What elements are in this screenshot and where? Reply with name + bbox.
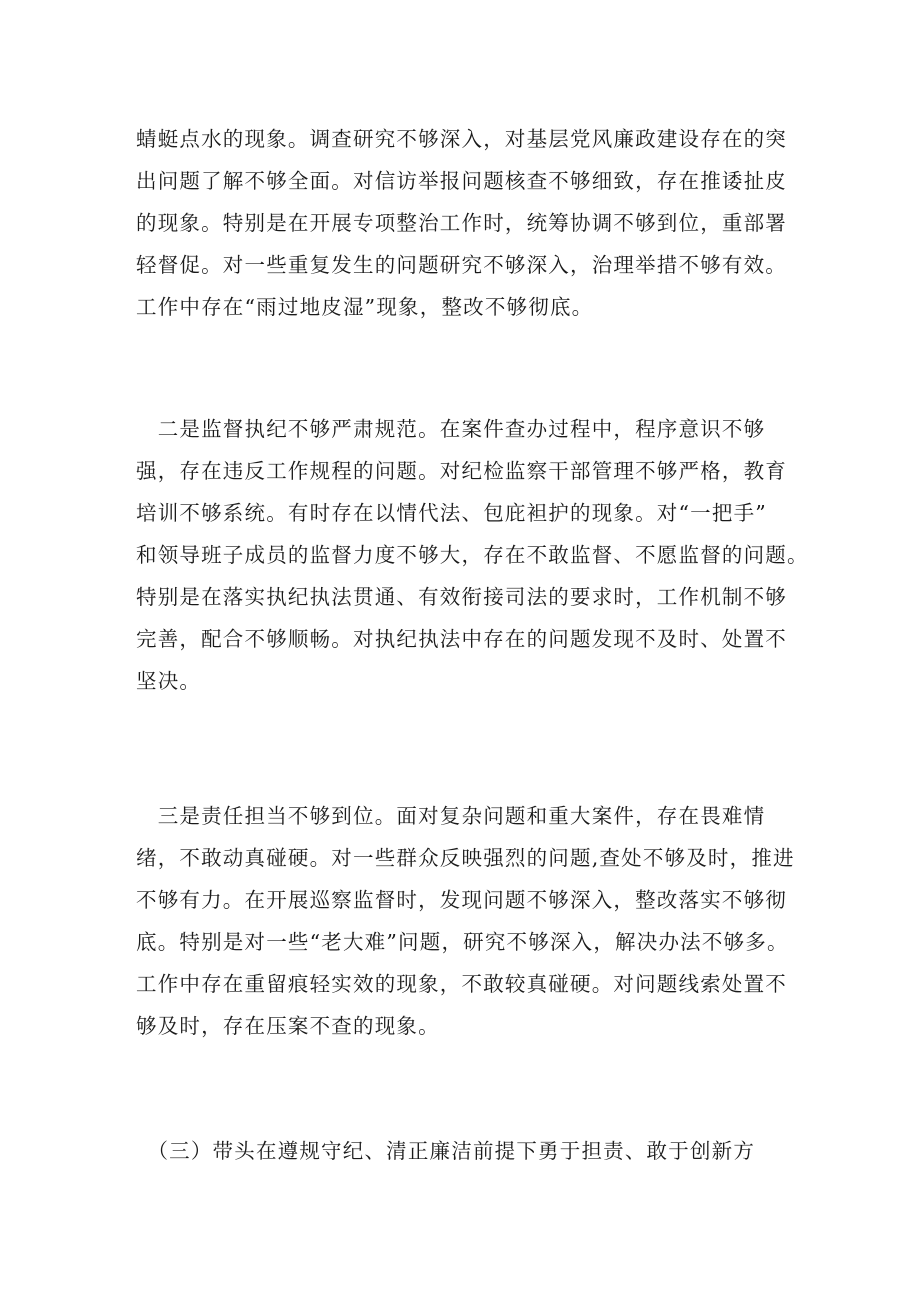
text-line: 不够有力。在开展巡察监督时，发现问题不够深入，整改落实不够彻 [136, 888, 787, 912]
text-line: 工作中存在重留痕轻实效的现象，不敢较真碰硬。对问题线索处置不 [136, 972, 787, 996]
text-line: 出问题了解不够全面。对信访举报问题核查不够细致，存在推诿扯皮 [136, 169, 787, 193]
text-line: 强，存在违反工作规程的问题。对纪检监察干部管理不够严格，教育 [136, 459, 787, 483]
text-line: 完善，配合不够顺畅。对执纪执法中存在的问题发现不及时、处置不 [136, 627, 787, 651]
text-line: 特别是在落实执纪执法贯通、有效衔接司法的要求时，工作机制不够 [136, 585, 787, 609]
text-line: 蜻蜓点水的现象。调查研究不够深入，对基层党风廉政建设存在的突 [136, 127, 787, 151]
text-line: 培训不够系统。有时存在以情代法、包庇袒护的现象。对“一把手” [136, 501, 767, 525]
text-line: （三）带头在遵规守纪、清正廉洁前提下勇于担责、敢于创新方 [136, 1139, 756, 1163]
text-line: 底。特别是对一些“老大难”问题，研究不够深入，解决办法不够多。 [136, 930, 789, 954]
text-line: 够及时，存在压案不查的现象。 [136, 1014, 440, 1038]
text-line: 三是责任担当不够到位。面对复杂问题和重大案件，存在畏难情 [136, 804, 766, 828]
text-line: 工作中存在“雨过地皮湿”现象，整改不够彻底。 [136, 295, 594, 319]
text-line: 坚决。 [136, 669, 202, 693]
text-line: 绪，不敢动真碰硬。对一些群众反映强烈的问题,查处不够及时，推进 [136, 846, 795, 870]
paragraph-3 [136, 795, 796, 1047]
text-line: 的现象。特别是在开展专项整治工作时，统筹协调不够到位，重部署 [136, 211, 787, 235]
text-line: 和领导班子成员的监督力度不够大，存在不敢监督、不愿监督的问题。 [136, 543, 809, 567]
paragraph-1 [136, 118, 796, 328]
paragraph-2 [136, 408, 809, 702]
text-line: 二是监督执纪不够严肃规范。在案件查办过程中，程序意识不够 [136, 417, 766, 441]
paragraph-4-heading [136, 1130, 796, 1172]
text-line: 轻督促。对一些重复发生的问题研究不够深入，治理举措不够有效。 [136, 253, 787, 277]
